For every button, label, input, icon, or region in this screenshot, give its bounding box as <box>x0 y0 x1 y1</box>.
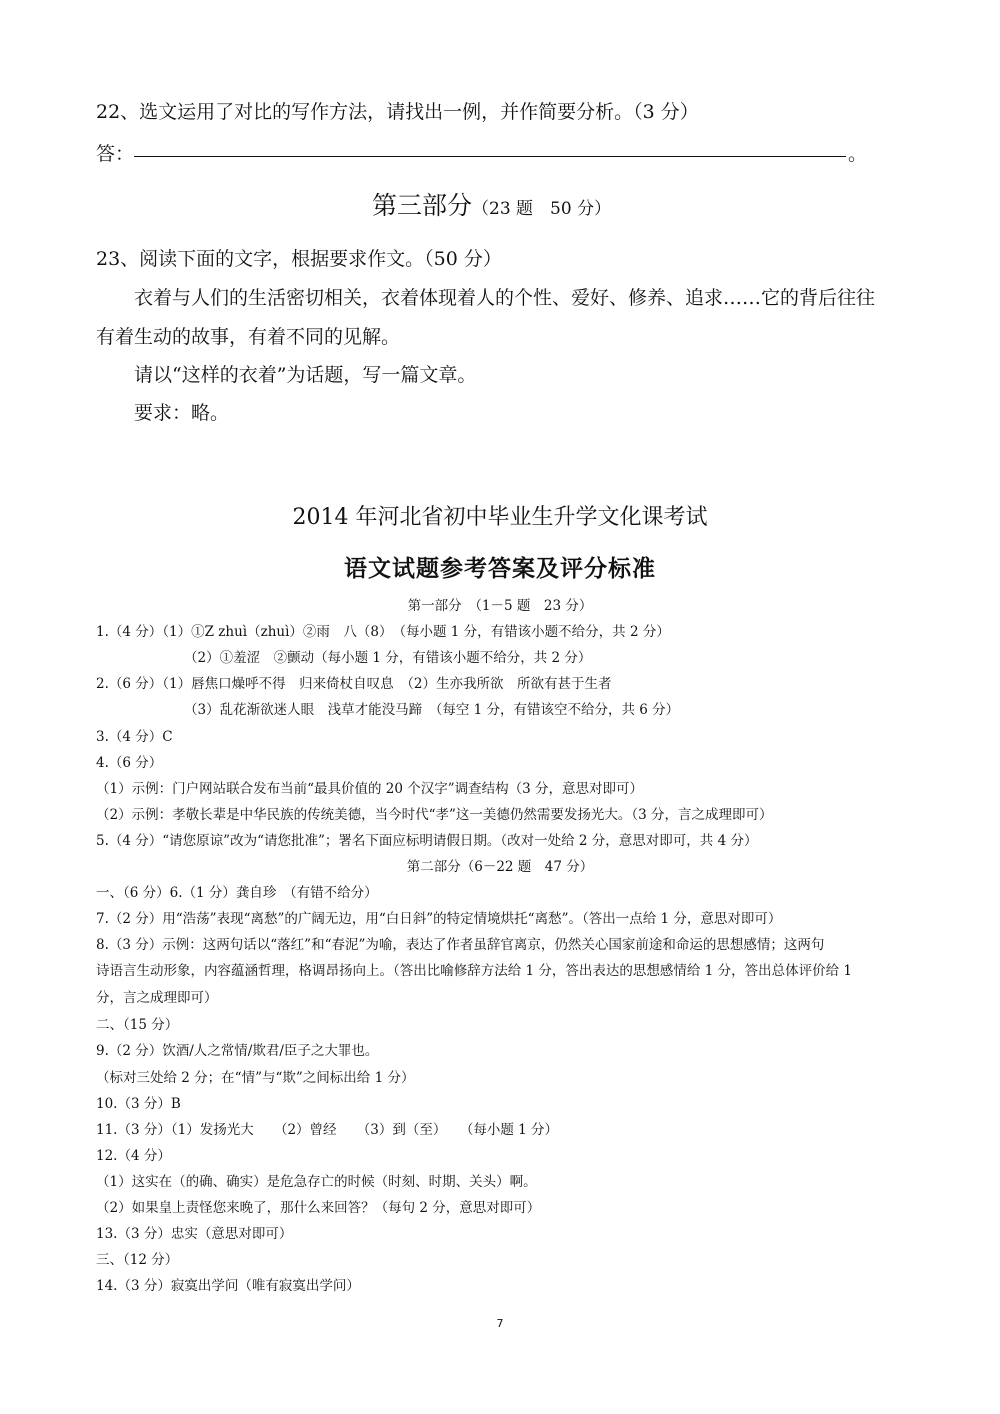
answer-line: 二、（15 分） <box>96 1017 179 1033</box>
answer-line: 2.（6 分）（1）唇焦口燥呼不得 归来倚杖自叹息 （2）生亦我所欲 所欲有甚于生者 <box>96 676 612 692</box>
answer-label: 答： <box>96 143 135 165</box>
section-1-heading: 第一部分 （1－5 题 23 分） <box>407 598 593 614</box>
answer-line: （3）乱花渐欲迷人眼 浅草才能没马蹄 （每空 1 分，有错该空不给分，共 6 分） <box>184 702 680 718</box>
answer-line: （2）如果皇上责怪您来晚了，那什么来回答？（每句 2 分，意思对即可） <box>96 1200 541 1216</box>
answer-line: 3.（4 分）C <box>96 729 173 745</box>
answer-line: 4.（6 分） <box>96 755 163 771</box>
answer-line: 1.（4 分）（1）①Z zhuì（zhuì）②雨 八（8） （每小题 1 分，有错该小题不给分，共 2 分） <box>96 624 670 640</box>
answers-title: 2014 年河北省初中毕业生升学文化课考试 <box>292 505 708 530</box>
answer-line: 7.（2 分）用“浩荡”表现“离愁”的广阔无边，用“白日斜”的特定情境烘托“离愁”。（答出一点给 1 分，意思对即可） <box>96 911 782 927</box>
answer-line: 分，言之成理即可） <box>96 990 218 1006</box>
answer-line: 10.（3 分）B <box>96 1096 181 1112</box>
answer-line: 诗语言生动形象，内容蕴涵哲理，格调昂扬向上。（答出比喻修辞方法给 1 分，答出表达的思想感情给 1 分，答出总体评价给 1 <box>96 963 852 979</box>
part3-subtitle: （23 题 50 分） <box>472 199 612 219</box>
answer-line: （标对三处给 2 分；在“情”与“欺”之间标出给 1 分） <box>96 1070 415 1086</box>
page-number: 7 <box>496 1317 504 1330</box>
answer-line: 9.（2 分）饮酒/人之常情/欺君/臣子之大罪也。 <box>96 1043 379 1059</box>
essay-topic: 请以“这样的衣着”为话题，写一篇文章。 <box>134 364 477 386</box>
answer-line: （1）示例：门户网站联合发布当前“最具价值的 20 个汉字”调查结构（3 分，意思对即可） <box>96 781 644 797</box>
part3-title: 第三部分 <box>372 191 473 220</box>
essay-requirements: 要求：略。 <box>134 402 230 424</box>
answer-line: 12.（4 分） <box>96 1148 171 1164</box>
answer-line: （1）这实在（的确、确实）是危急存亡的时候（时刻、时期、关头）啊。 <box>96 1174 537 1190</box>
answer-line: （2）①羞涩 ②颤动（每小题 1 分，有错该小题不给分，共 2 分） <box>184 650 592 666</box>
answers-subtitle: 语文试题参考答案及评分标准 <box>344 555 656 582</box>
part3-heading <box>372 186 611 222</box>
answer-line: 14.（3 分）寂寞出学问（唯有寂寞出学问） <box>96 1278 360 1294</box>
answer-line: 一、（6 分）6.（1 分）龚自珍 （有错不给分） <box>96 885 378 901</box>
section-2-heading: 第二部分（6－22 题 47 分） <box>406 859 594 875</box>
answer-line: 13.（3 分）忠实（意思对即可） <box>96 1226 293 1242</box>
essay-prompt-line1: 衣着与人们的生活密切相关，衣着体现着人的个性、爱好、修养、追求……它的背后往往 <box>134 287 876 309</box>
answer-line: （2）示例：孝敬长辈是中华民族的传统美德，当今时代“孝”这一美德仍然需要发扬光大。（3 分，言之成理即可） <box>96 807 773 823</box>
answer-line: 5.（4 分）“请您原谅”改为“请您批准”；署名下面应标明请假日期。（改对一处给 2 分，意思对即可，共 4 分） <box>96 833 758 849</box>
answer-period: 。 <box>848 143 868 165</box>
answer-blank-line <box>134 138 846 157</box>
answer-line: 三、（12 分） <box>96 1252 179 1268</box>
question-23: 23、阅读下面的文字，根据要求作文。（50 分） <box>96 248 502 270</box>
answer-line: 8.（3 分）示例：这两句话以“落红”和“春泥”为喻，表达了作者虽辞官离京，仍然关心国家前途和命运的思想感情；这两句 <box>96 937 825 953</box>
essay-prompt-line2: 有着生动的故事，有着不同的见解。 <box>96 326 401 348</box>
question-22: 22、选文运用了对比的写作方法，请找出一例，并作简要分析。（3 分） <box>96 101 699 123</box>
answer-line: 11.（3 分）（1）发扬光大 （2）曾经 （3）到（至） （每小题 1 分） <box>96 1122 559 1138</box>
